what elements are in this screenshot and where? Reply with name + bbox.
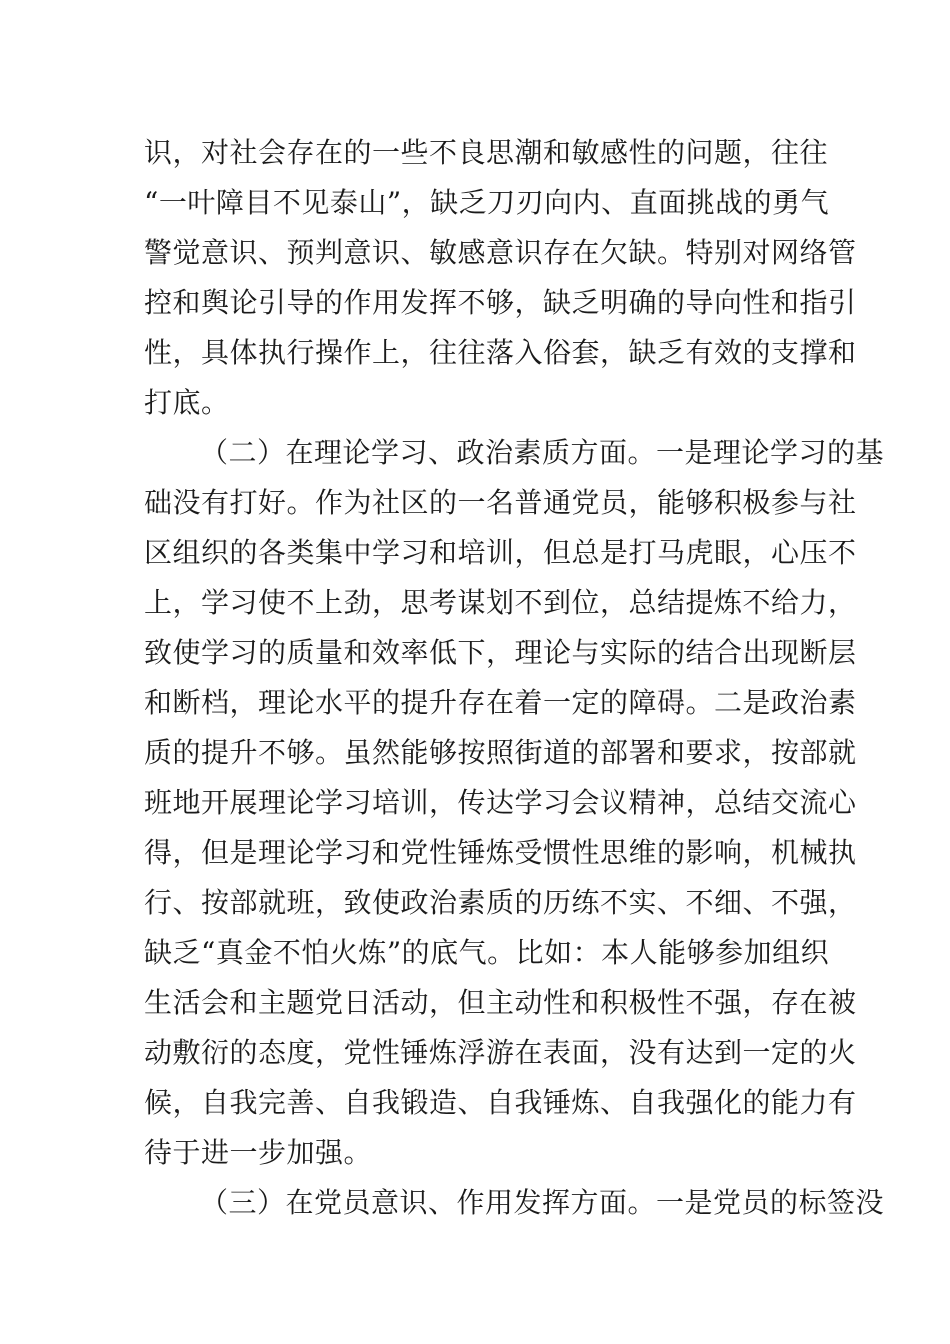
text-line: “一叶障目不见泰山”，缺乏刀刃向内、直面挑战的勇气 [144,186,830,219]
text-line: 动敷衍的态度，党性锤炼浮游在表面，没有达到一定的火 [144,1036,857,1069]
text-line: 础没有打好。作为社区的一名普通党员，能够积极参与社 [144,486,857,519]
text-line: 上，学习使不上劲，思考谋划不到位，总结提炼不给力， [144,586,857,619]
text-line: 质的提升不够。虽然能够按照街道的部署和要求，按部就 [144,736,857,769]
text-line: 性，具体执行操作上，往往落入俗套，缺乏有效的支撑和 [144,336,857,369]
section-heading-line: （三）在党员意识、作用发挥方面。一是党员的标签没 [200,1186,885,1219]
text-line: 打底。 [144,386,230,419]
text-line: 得，但是理论学习和党性锤炼受惯性思维的影响，机械执 [144,836,857,869]
text-line: 区组织的各类集中学习和培训，但总是打马虎眼，心压不 [144,536,857,569]
text-line: 警觉意识、预判意识、敏感意识存在欠缺。特别对网络管 [144,236,857,269]
document-body [144,128,885,1228]
text-line: 控和舆论引导的作用发挥不够，缺乏明确的导向性和指引 [144,286,857,319]
text-line: 缺乏“真金不怕火炼”的底气。比如：本人能够参加组织 [144,936,830,969]
text-line: 行、按部就班，致使政治素质的历练不实、不细、不强， [144,886,857,919]
text-line: 和断档，理论水平的提升存在着一定的障碍。二是政治素 [144,686,857,719]
text-line: 识，对社会存在的一些不良思潮和敏感性的问题，往往 [144,136,829,169]
text-line: 生活会和主题党日活动，但主动性和积极性不强，存在被 [144,986,857,1019]
text-line: 致使学习的质量和效率低下，理论与实际的结合出现断层 [144,636,857,669]
text-line: 候，自我完善、自我锻造、自我锤炼、自我强化的能力有 [144,1086,857,1119]
text-line: 待于进一步加强。 [144,1136,373,1169]
text-line: 班地开展理论学习培训，传达学习会议精神，总结交流心 [144,786,857,819]
section-heading-line: （二）在理论学习、政治素质方面。一是理论学习的基 [200,436,885,469]
